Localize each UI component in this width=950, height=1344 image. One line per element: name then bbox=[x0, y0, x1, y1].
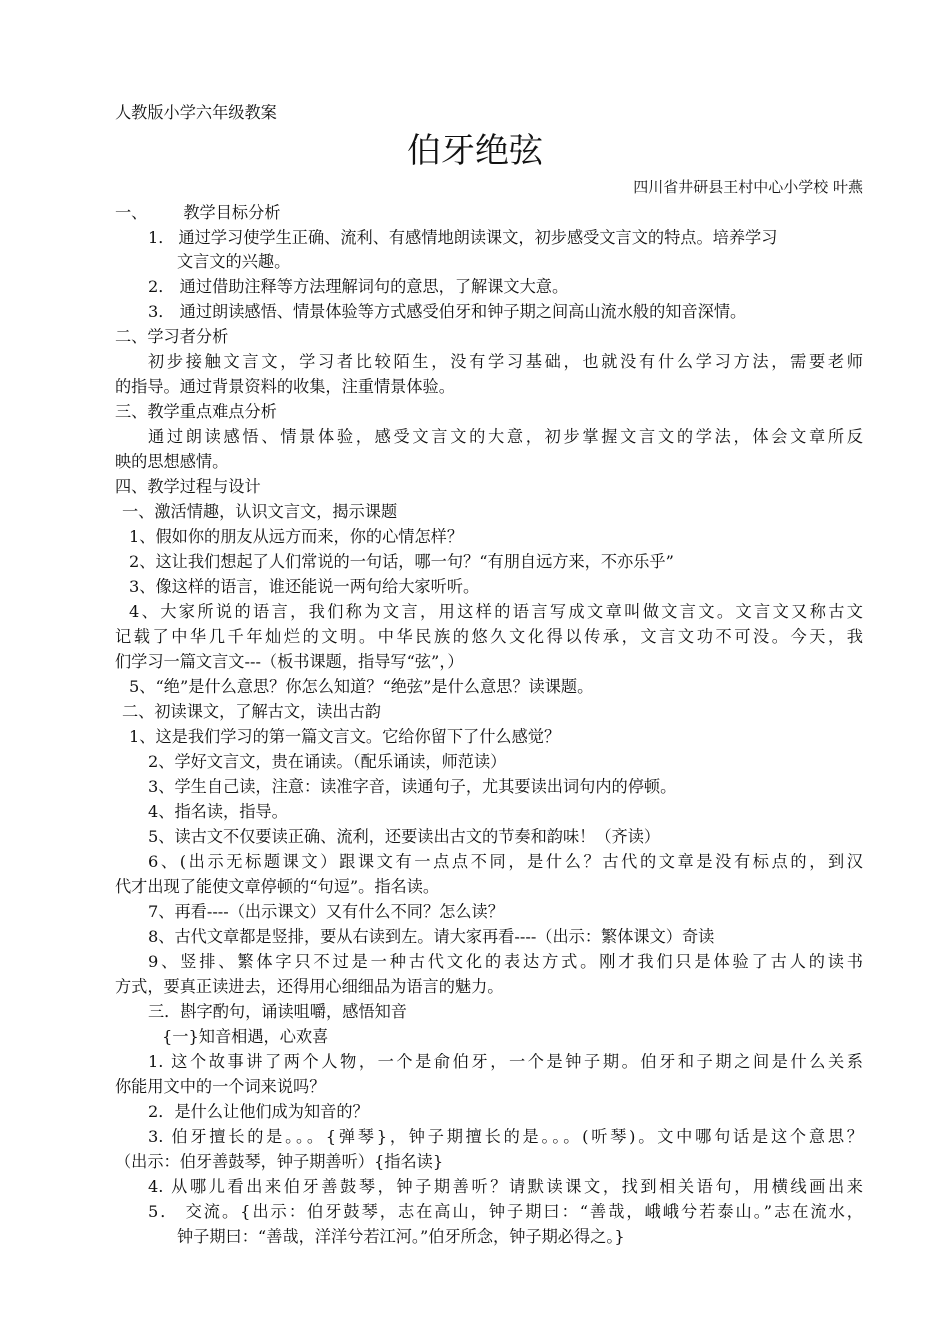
list-item: 8、古代文章都是竖排，要从右读到左。请大家再看----（出示：繁体课文）奇读 bbox=[148, 927, 715, 946]
section-heading-goals bbox=[115, 200, 863, 225]
subsection-title: 三．斟字酌句，诵读咀嚼，感悟知音 bbox=[148, 1002, 407, 1021]
author-line: 四川省井研县王村中心小学校 叶燕 bbox=[633, 178, 863, 196]
list-item: 5． 交流。{出示：伯牙鼓琴，志在高山，钟子期曰：“善哉，峨峨兮若泰山。”志在流水， bbox=[148, 1202, 863, 1221]
paragraph-cont: 映的思想感情。 bbox=[115, 452, 229, 471]
section-heading-learners: 二、学习者分析 bbox=[115, 327, 229, 346]
goal-item-1-cont: 文言文的兴趣。 bbox=[177, 252, 291, 271]
list-item: 4、大家所说的语言，我们称为文言，用这样的语言写成文章叫做文言文。文言文又称古文 bbox=[129, 602, 863, 621]
paragraph: 通过朗读感悟、情景体验，感受文言文的大意，初步掌握文言文的学法，体会文章所反 bbox=[148, 427, 863, 446]
list-item: 1. 这个故事讲了两个人物，一个是俞伯牙，一个是钟子期。伯牙和子期之间是什么关系 bbox=[148, 1052, 863, 1071]
section-heading-keypoints: 三、教学重点难点分析 bbox=[115, 402, 277, 421]
list-item: 7、再看----（出示课文）又有什么不同？怎么读？ bbox=[148, 902, 504, 921]
section-title: 教学目标分析 bbox=[183, 203, 281, 222]
subsection-title: 二、初读课文，了解古文，读出古韵 bbox=[122, 702, 381, 721]
subsection-title: 一、激活情趣，认识文言文，揭示课题 bbox=[122, 502, 398, 521]
goal-number: 1． bbox=[148, 228, 175, 247]
list-item-cont: 记载了中华几千年灿烂的文明。中华民族的悠久文化得以传承，文言文功不可没。今天，我 bbox=[115, 627, 863, 646]
list-item-cont: （出示：伯牙善鼓琴，钟子期善听）{指名读} bbox=[115, 1152, 444, 1171]
list-item: 3、学生自己读，注意：读准字音，读通句子，尤其要读出词句内的停顿。 bbox=[148, 777, 677, 796]
subsection-subtitle: {一}知音相遇，心欢喜 bbox=[162, 1027, 329, 1046]
list-item-cont: 代才出现了能使文章停顿的“句逗”。指名读。 bbox=[115, 877, 440, 896]
goal-item-3: 3． 通过朗读感悟、情景体验等方式感受伯牙和钟子期之间高山流水般的知音深情。 bbox=[148, 302, 747, 321]
list-item: 9、竖排、繁体字只不过是一种古代文化的表达方式。刚才我们只是体验了古人的读书 bbox=[148, 952, 863, 971]
list-item: 5、“绝”是什么意思？你怎么知道？“绝弦”是什么意思？读课题。 bbox=[129, 677, 594, 696]
goal-text: 通过学习使学生正确、流利、有感情地朗读课文，初步感受文言文的特点。培养学习 bbox=[178, 228, 778, 247]
list-item: 3. 伯牙擅长的是。。。{弹琴}，钟子期擅长的是。。。(听琴)。文中哪句话是这个意思？ bbox=[148, 1127, 863, 1146]
section-number: 一、 bbox=[115, 203, 148, 222]
list-item: 5、读古文不仅要读正确、流利，还要读出古文的节奏和韵味！（齐读） bbox=[148, 827, 661, 846]
list-item: 2、这让我们想起了人们常说的一句话，哪一句？“有朋自远方来，不亦乐乎” bbox=[129, 552, 674, 571]
list-item-cont: 方式，要真正读进去，还得用心细细品为语言的魅力。 bbox=[115, 977, 504, 996]
list-item-cont: 们学习一篇文言文---（板书课题，指导写“弦”，） bbox=[115, 652, 464, 671]
list-item: 3、像这样的语言，谁还能说一两句给大家听听。 bbox=[129, 577, 480, 596]
goal-item-2: 2． 通过借助注释等方法理解词句的意思，了解课文大意。 bbox=[148, 277, 569, 296]
list-item: 4. 从哪儿看出来伯牙善鼓琴，钟子期善听？请默读课文，找到相关语句，用横线画出来 bbox=[148, 1177, 863, 1196]
section-heading-process: 四、教学过程与设计 bbox=[115, 477, 261, 496]
list-item: 2．是什么让他们成为知音的？ bbox=[148, 1102, 369, 1121]
list-item: 1、假如你的朋友从远方而来，你的心情怎样？ bbox=[129, 527, 464, 546]
list-item: 4、指名读，指导。 bbox=[148, 802, 288, 821]
page-title: 伯牙绝弦 bbox=[407, 131, 543, 171]
list-item-cont: 钟子期曰：“善哉，洋洋兮若江河。”伯牙所念，钟子期必得之。} bbox=[177, 1227, 625, 1246]
list-item: 6、(出示无标题课文）跟课文有一点点不同，是什么？古代的文章是没有标点的，到汉 bbox=[148, 852, 863, 871]
list-item: 2、学好文言文，贵在诵读。（配乐诵读，师范读） bbox=[148, 752, 507, 771]
list-item: 1、这是我们学习的第一篇文言文。它给你留下了什么感觉？ bbox=[129, 727, 561, 746]
goal-item-1 bbox=[148, 225, 863, 250]
paragraph: 初步接触文言文，学习者比较陌生，没有学习基础，也就没有什么学习方法，需要老师 bbox=[148, 352, 863, 371]
paragraph-cont: 的指导。通过背景资料的收集，注重情景体验。 bbox=[115, 377, 455, 396]
list-item-cont: 你能用文中的一个词来说吗？ bbox=[115, 1077, 326, 1096]
header-note: 人教版小学六年级教案 bbox=[115, 103, 277, 122]
